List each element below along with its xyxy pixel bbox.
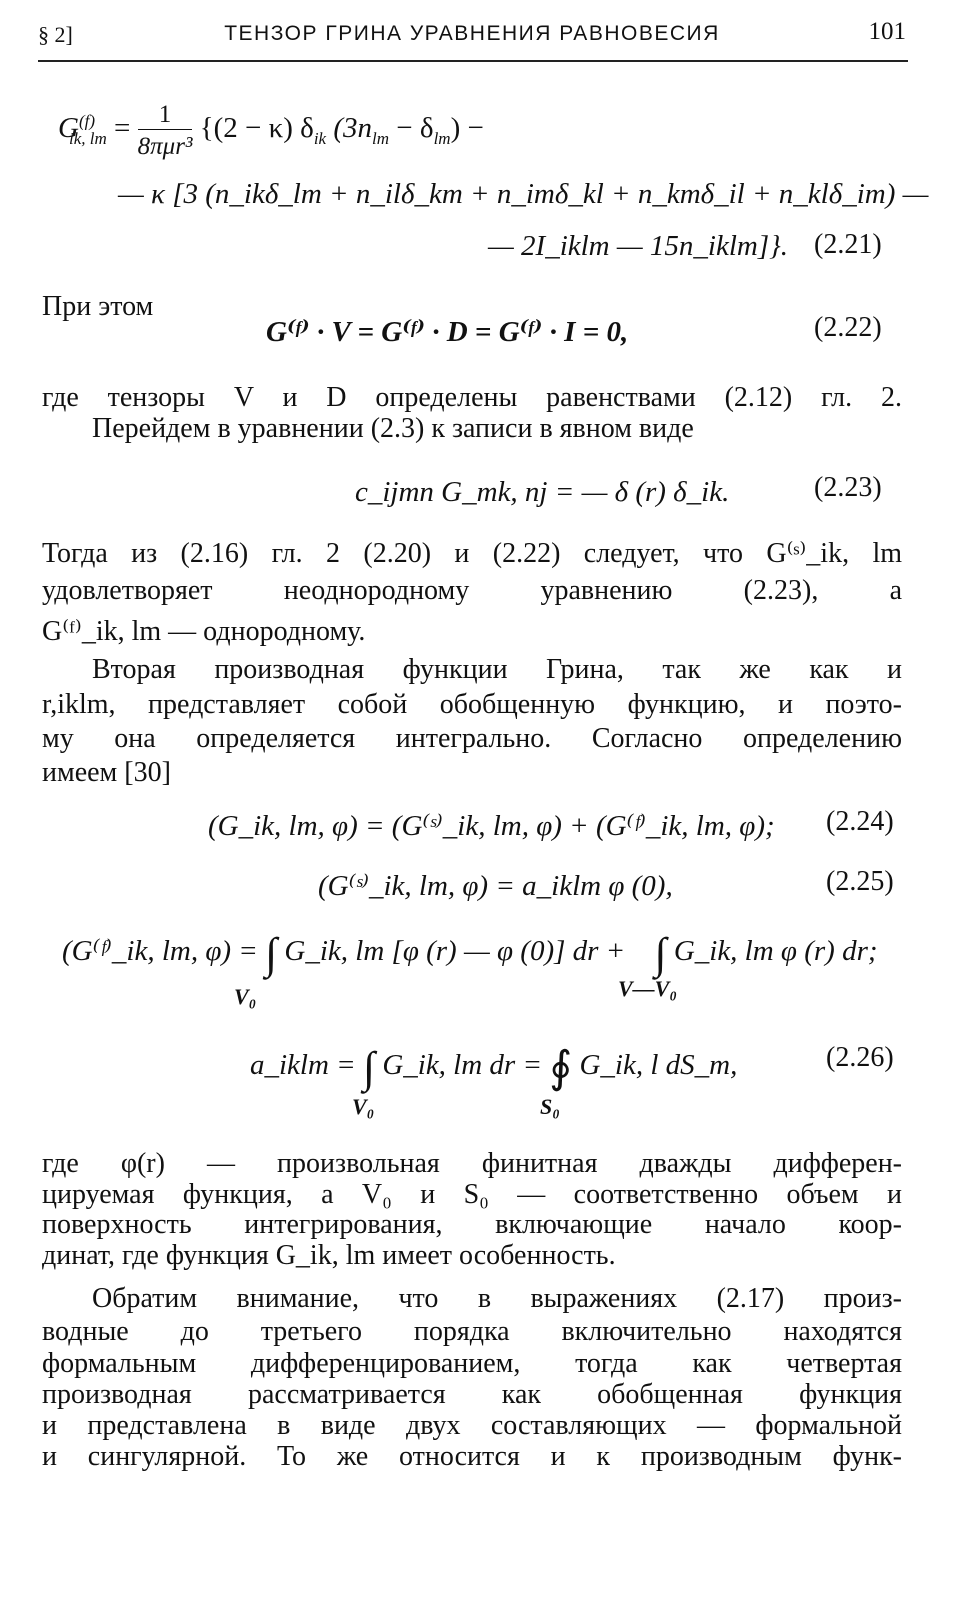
page-number: 101 [868,18,906,45]
formula-2-22: G⁽ᶠ⁾ · V = G⁽ᶠ⁾ · D = G⁽ᶠ⁾ · I = 0, [266,316,629,348]
text-line: цируемая функция, а V₀ и S₀ — соответственно объем и [42,1179,903,1210]
integral-sign: ∫ [654,929,667,978]
formula-2-21-line-3: — 2I_iklm — 15n_iklm]}. [488,230,788,262]
formula-2-25: (G⁽ˢ⁾_ik, lm, φ) = a_iklm φ (0), [318,870,673,902]
text-line: имеем [30] [42,757,171,788]
integral-limit: S₀ [540,1094,560,1119]
formula-2-21-line-2: — κ [3 (n_ikδ_lm + n_ilδ_km + n_imδ_kl + n_kmδ_il + n_klδ_im) — [118,178,929,210]
text-line: динат, где функция G_ik, lm имеет особенность. [42,1240,616,1271]
formula-2-24: (G_ik, lm, φ) = (G⁽ˢ⁾_ik, lm, φ) + (G⁽ᶠ⁾_ik, lm, φ); [208,810,775,842]
text-line: удовлетворяет неоднородному уравнению (2.23), а [42,575,902,606]
running-header [38,16,906,56]
integral-sign: ∫ [265,929,278,978]
text-line: водные до третьего порядка включительно находятся [42,1316,902,1347]
text-line: где φ(r) — произвольная финитная дважды дифферен- [42,1148,902,1179]
formula-2-23: c_ijmn G_mk, nj = — δ (r) δ_ik. [355,476,730,508]
integral-limit: V₀ [352,1094,375,1119]
text-line: формальным дифференцированием, тогда как четвертая [42,1348,902,1379]
text-line: G⁽ᶠ⁾_ik, lm — однородному. [42,616,366,647]
text-line: Вторая производная функции Грина, так же как и [92,654,902,685]
text-line: При этом [42,291,154,322]
text-line: Перейдем в уравнении (2.3) к записи в явном виде [92,413,694,444]
text-line: r,iklm, представляет собой обобщенную функцию, и поэто- [42,689,902,720]
text-line: и сингулярной. То же относится и к производным функ- [42,1441,902,1472]
text-line: Тогда из (2.16) гл. 2 (2.20) и (2.22) следует, что G⁽ˢ⁾_ik, lm [42,538,902,569]
integral-limit: V₀ [234,984,257,1009]
equation-number: (2.21) [814,229,882,260]
text-line: поверхность интегрирования, включающие начало коор- [42,1209,902,1240]
equation-number: (2.23) [814,472,882,503]
formula-integral: (G⁽ᶠ⁾_ik, lm, φ) = ∫ G_ik, lm [φ (r) — φ (0)] dr + ∫ G_ik, lm φ (r) dr; [62,929,878,978]
equation-number: (2.22) [814,312,882,343]
text-line: Обратим внимание, что в выражениях (2.17) произ- [92,1283,902,1314]
text-line: му она определяется интегрально. Согласно определению [42,723,902,754]
section-marker: § 2] [38,22,73,47]
text-line: где тензоры V и D определены равенствами (2.12) гл. 2. [42,382,902,413]
text-line: производная рассматривается как обобщенная функция [42,1379,902,1410]
integral-limit: V—V₀ [618,976,678,1001]
header-rule [38,60,908,62]
equation-number: (2.25) [826,866,894,897]
formula-2-26: a_iklm = ∫ G_ik, lm dr = ∮ G_ik, l dS_m, [250,1043,738,1092]
text-line: и представлена в виде двух составляющих — формальной [42,1410,902,1441]
integral-sign: ∫ [363,1043,376,1092]
contour-integral-sign: ∮ [549,1043,573,1092]
fraction: $\frac{1}{\text{8πμr³}}$ [137,101,193,160]
equation-number: (2.24) [826,806,894,837]
running-title: ТЕНЗОР ГРИНА УРАВНЕНИЯ РАВНОВЕСИЯ [224,22,720,45]
equation-number: (2.26) [826,1042,894,1073]
formula-2-21-line-1: $G^{(f)}_{ik, lm}$ = $\frac{1}{\text{8πμr³}}$ {(2 − κ) $\delta_{ik}$ $(3n_{lm} - \delta_{lm})$ − [58,101,484,160]
